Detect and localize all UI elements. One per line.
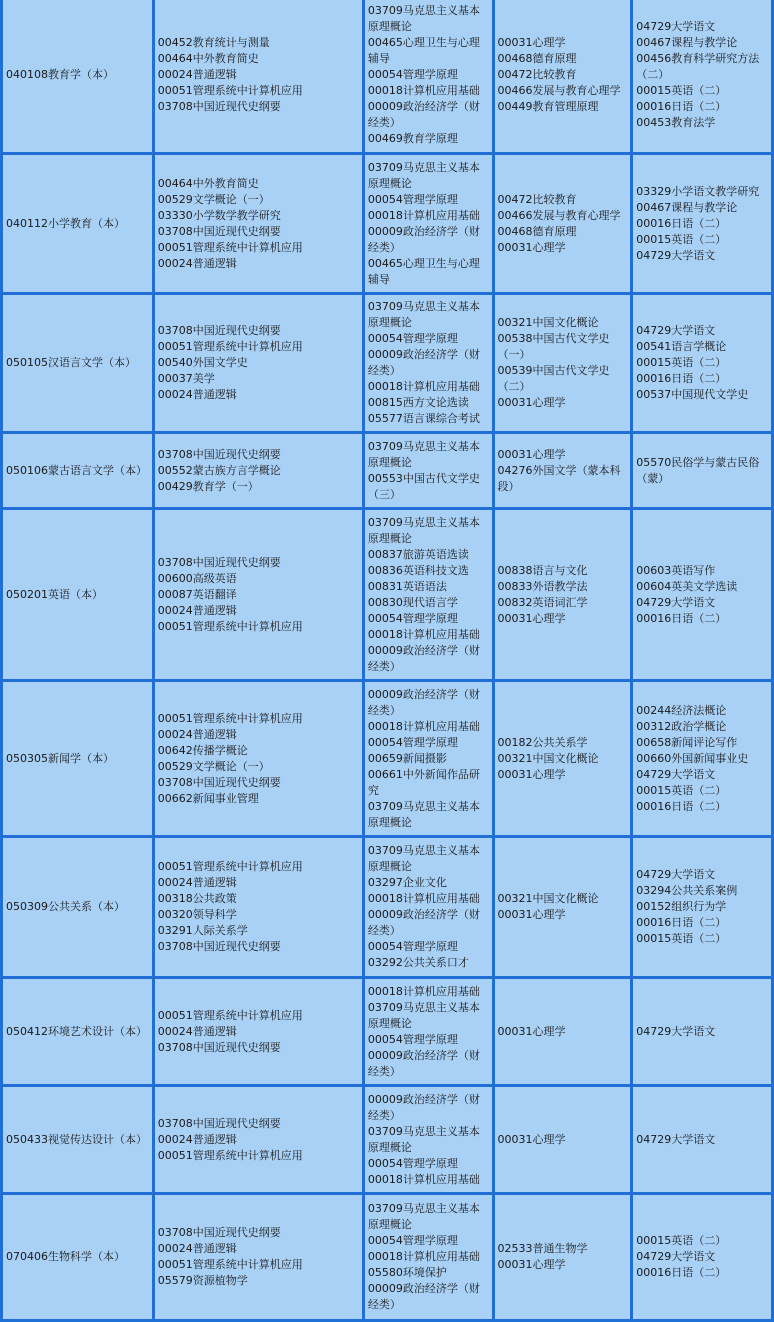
course-item: 00469教育学原理 (367, 131, 458, 145)
course-item: 03709马克思主义基本原理概论 (367, 160, 480, 190)
major-name-cell: 050412环境艺术设计（本） (3, 979, 152, 1084)
course-item: 00321中国文化概论 (497, 892, 599, 905)
course-item: 00024普通逻辑 (157, 1132, 237, 1146)
major-name-cell: 050201英语（本） (3, 510, 152, 679)
course-item: 00031心理学 (497, 1132, 566, 1146)
course-item: 00051管理系统中计算机应用 (157, 240, 303, 254)
course-list-cell (155, 510, 362, 679)
course-item: 04276外国文学（蒙本科段） (497, 463, 621, 493)
course-item: 04729大学语文 (636, 1250, 716, 1263)
course-item: 00024普通逻辑 (157, 1024, 237, 1038)
course-table-body (3, 0, 771, 1319)
table-row (3, 1195, 771, 1319)
course-item: 02533普通生物学 (497, 1242, 588, 1255)
table-row (3, 434, 771, 507)
course-list-cell (495, 1195, 631, 1319)
course-item: 00054管理学原理 (367, 332, 458, 345)
course-list-cell (633, 434, 771, 507)
course-item: 00642传播学概论 (157, 743, 248, 757)
course-item: 04729大学语文 (636, 324, 716, 337)
course-item: 00018计算机应用基础 (367, 1250, 480, 1263)
course-item: 00468德育原理 (497, 51, 577, 65)
course-list-cell (495, 1087, 631, 1192)
course-item: 03708中国近现代史纲要 (157, 940, 281, 953)
course-item: 00031心理学 (497, 35, 566, 49)
course-item: 00244经济法概论 (636, 703, 727, 717)
course-item: 00018计算机应用基础 (367, 892, 480, 905)
course-item: 00467课程与教学论 (636, 35, 738, 49)
course-item: 00015英语（二） (636, 932, 727, 945)
course-item: 03708中国近现代史纲要 (157, 447, 281, 461)
course-list-cell (495, 0, 631, 152)
course-item: 00031心理学 (497, 240, 566, 254)
course-item: 00024普通逻辑 (157, 603, 237, 617)
course-item: 00553中国古代文学史（三） (367, 471, 480, 501)
course-item: 03291人际关系学 (157, 924, 248, 937)
course-item: 00054管理学原理 (367, 735, 458, 749)
course-list-cell (365, 295, 492, 431)
course-list-cell (633, 0, 771, 152)
course-item: 03709马克思主义基本原理概论 (367, 844, 480, 873)
course-item: 00009政治经济学（财经类） (367, 687, 480, 717)
course-list-cell (365, 0, 492, 152)
course-item: 00031心理学 (497, 767, 566, 781)
course-item: 00468德育原理 (497, 224, 577, 238)
course-list-cell (155, 155, 362, 292)
table-row (3, 1087, 771, 1192)
course-item: 00018计算机应用基础 (367, 719, 480, 733)
major-name-cell: 050433视觉传达设计（本） (3, 1087, 152, 1192)
course-list-cell (155, 682, 362, 835)
table-row (3, 682, 771, 835)
table-row (3, 0, 771, 152)
course-list-cell (365, 1087, 492, 1192)
course-item: 00009政治经济学（财经类） (367, 348, 480, 377)
course-list-cell (633, 1195, 771, 1319)
major-name-cell: 050305新闻学（本） (3, 682, 152, 835)
course-item: 00054管理学原理 (367, 940, 458, 953)
course-item: 00024普通逻辑 (157, 67, 237, 81)
course-item: 00453教育法学 (636, 115, 716, 129)
course-item: 00051管理系统中计算机应用 (157, 619, 303, 633)
course-item: 00051管理系统中计算机应用 (157, 1258, 303, 1271)
course-item: 03708中国近现代史纲要 (157, 555, 281, 569)
course-item: 04729大学语文 (636, 868, 716, 881)
course-list-cell (365, 682, 492, 835)
course-list-cell (155, 434, 362, 507)
course-item: 05580环境保护 (367, 1266, 447, 1279)
course-item: 00054管理学原理 (367, 1032, 458, 1046)
major-name-cell: 050105汉语言文学（本） (3, 295, 152, 431)
course-item: 00321中国文化概论 (497, 316, 599, 329)
course-item: 00031心理学 (497, 1024, 566, 1038)
course-list-cell (365, 434, 492, 507)
course-item: 00465心理卫生与心理辅导 (367, 256, 480, 286)
course-item: 00472比较教育 (497, 67, 577, 81)
course-item: 00465心理卫生与心理辅导 (367, 35, 480, 65)
course-item: 00836英语科技文选 (367, 563, 469, 577)
course-item: 03329小学语文教学研究 (636, 184, 760, 198)
course-item: 05570民俗学与蒙古民俗（蒙） (636, 455, 760, 485)
course-item: 03708中国近现代史纲要 (157, 775, 281, 789)
course-item: 03297企业文化 (367, 876, 447, 889)
course-item: 04729大学语文 (636, 1024, 716, 1038)
course-item: 00024普通逻辑 (157, 876, 237, 889)
course-item: 04729大学语文 (636, 248, 716, 262)
course-item: 00037美学 (157, 372, 215, 385)
table-row (3, 979, 771, 1084)
course-list-cell (365, 979, 492, 1084)
course-item: 00018计算机应用基础 (367, 208, 480, 222)
table-row (3, 295, 771, 431)
course-item: 00016日语（二） (636, 916, 727, 929)
course-list-cell (155, 1087, 362, 1192)
course-item: 03330小学数学教学研究 (157, 208, 281, 222)
course-item: 00051管理系统中计算机应用 (157, 83, 303, 97)
course-list-cell (633, 1087, 771, 1192)
course-list-cell (633, 510, 771, 679)
course-item: 00054管理学原理 (367, 192, 458, 206)
course-item: 05577语言课综合考试 (367, 412, 480, 425)
course-list-cell (495, 295, 631, 431)
course-item: 00539中国古代文学史（二） (497, 364, 610, 393)
course-item: 00016日语（二） (636, 216, 727, 230)
course-item: 00833外语教学法 (497, 579, 588, 593)
course-item: 00031心理学 (497, 1258, 566, 1271)
course-item: 00467课程与教学论 (636, 200, 738, 214)
course-item: 00024普通逻辑 (157, 256, 237, 270)
course-item: 03708中国近现代史纲要 (157, 324, 281, 337)
course-item: 03709马克思主义基本原理概论 (367, 300, 480, 329)
course-item: 00054管理学原理 (367, 1156, 458, 1170)
course-item: 00832英语词汇学 (497, 595, 588, 609)
course-item: 00660外国新闻事业史 (636, 751, 749, 765)
course-item: 00051管理系统中计算机应用 (157, 1148, 303, 1162)
major-name-cell: 070406生物科学（本） (3, 1195, 152, 1319)
course-item: 00024普通逻辑 (157, 388, 237, 401)
course-item: 00024普通逻辑 (157, 1242, 237, 1255)
course-item: 00016日语（二） (636, 1266, 727, 1279)
course-item: 00024普通逻辑 (157, 727, 237, 741)
course-item: 00015英语（二） (636, 356, 727, 369)
course-list-cell (633, 295, 771, 431)
course-item: 00600高级英语 (157, 571, 237, 585)
course-item: 00312政治学概论 (636, 719, 727, 733)
course-item: 03708中国近现代史纲要 (157, 1116, 281, 1130)
course-item: 00182公共关系学 (497, 735, 588, 749)
course-item: 00009政治经济学（财经类） (367, 99, 480, 129)
course-item: 00452教育统计与测量 (157, 35, 270, 49)
course-item: 00831英语语法 (367, 579, 447, 593)
course-item: 00529文学概论（一） (157, 759, 270, 773)
course-item: 00054管理学原理 (367, 67, 458, 81)
course-item: 00318公共政策 (157, 892, 237, 905)
course-item: 00464中外教育简史 (157, 51, 259, 65)
course-item: 00009政治经济学（财经类） (367, 643, 480, 673)
course-item: 00018计算机应用基础 (367, 984, 480, 998)
major-name-cell: 040108教育学（本） (3, 0, 152, 152)
table-row (3, 510, 771, 679)
course-list-cell (495, 682, 631, 835)
course-list-cell (633, 979, 771, 1084)
course-list-cell (365, 838, 492, 976)
course-item: 03709马克思主义基本原理概论 (367, 1124, 480, 1154)
course-item: 00320领导科学 (157, 908, 237, 921)
course-list-cell (495, 155, 631, 292)
course-item: 03709马克思主义基本原理概论 (367, 1202, 480, 1231)
course-item: 00031心理学 (497, 447, 566, 461)
course-list-cell (155, 1195, 362, 1319)
course-list-cell (155, 979, 362, 1084)
course-item: 00016日语（二） (636, 799, 727, 813)
course-item: 00015英语（二） (636, 783, 727, 797)
course-item: 00830现代语言学 (367, 595, 458, 609)
course-item: 00449教育管理原理 (497, 99, 599, 113)
course-item: 00018计算机应用基础 (367, 380, 480, 393)
course-item: 00031心理学 (497, 396, 566, 409)
course-item: 03709马克思主义基本原理概论 (367, 3, 480, 33)
course-item: 00054管理学原理 (367, 1234, 458, 1247)
course-item: 04729大学语文 (636, 767, 716, 781)
course-list-cell (495, 979, 631, 1084)
course-list-cell (365, 155, 492, 292)
course-list-cell (155, 295, 362, 431)
course-item: 00837旅游英语选读 (367, 547, 469, 561)
course-item: 03709马克思主义基本原理概论 (367, 799, 480, 829)
course-item: 00321中国文化概论 (497, 751, 599, 765)
course-item: 00152组织行为学 (636, 900, 727, 913)
course-item: 00031心理学 (497, 908, 566, 921)
course-item: 00662新闻事业管理 (157, 791, 259, 805)
course-item: 03709马克思主义基本原理概论 (367, 515, 480, 545)
course-item: 03294公共关系案例 (636, 884, 738, 897)
course-item: 04729大学语文 (636, 1132, 716, 1146)
course-item: 00009政治经济学（财经类） (367, 908, 480, 937)
course-item: 03708中国近现代史纲要 (157, 224, 281, 238)
course-item: 03709马克思主义基本原理概论 (367, 1000, 480, 1030)
major-name-cell: 050309公共关系（本） (3, 838, 152, 976)
course-item: 00016日语（二） (636, 372, 727, 385)
course-list-cell (633, 155, 771, 292)
course-item: 03708中国近现代史纲要 (157, 1040, 281, 1054)
course-item: 00051管理系统中计算机应用 (157, 711, 303, 725)
course-item: 00466发展与教育心理学 (497, 208, 621, 222)
course-item: 00051管理系统中计算机应用 (157, 340, 303, 353)
course-item: 03708中国近现代史纲要 (157, 99, 281, 113)
course-item: 00009政治经济学（财经类） (367, 1282, 480, 1311)
major-name-cell: 050106蒙古语言文学（本） (3, 434, 152, 507)
course-list-cell (633, 838, 771, 976)
course-item: 00815西方文论选读 (367, 396, 469, 409)
course-item: 04729大学语文 (636, 595, 716, 609)
course-item: 00018计算机应用基础 (367, 83, 480, 97)
course-item: 00472比较教育 (497, 192, 577, 206)
table-row (3, 838, 771, 976)
course-item: 00051管理系统中计算机应用 (157, 860, 303, 873)
course-list-cell (155, 0, 362, 152)
course-item: 00009政治经济学（财经类） (367, 1048, 480, 1078)
course-item: 00603英语写作 (636, 563, 716, 577)
course-list-cell (365, 510, 492, 679)
course-item: 00051管理系统中计算机应用 (157, 1008, 303, 1022)
course-item: 00031心理学 (497, 611, 566, 625)
course-item: 03709马克思主义基本原理概论 (367, 439, 480, 469)
course-item: 00018计算机应用基础 (367, 1172, 480, 1186)
major-name-cell: 040112小学教育（本） (3, 155, 152, 292)
course-item: 00015英语（二） (636, 1234, 727, 1247)
course-item: 00054管理学原理 (367, 611, 458, 625)
course-item: 00529文学概论（一） (157, 192, 270, 206)
course-item: 00658新闻评论写作 (636, 735, 738, 749)
course-item: 00087英语翻译 (157, 587, 237, 601)
course-item: 00659新闻摄影 (367, 751, 447, 765)
course-item: 00466发展与教育心理学 (497, 83, 621, 97)
course-item: 00661中外新闻作品研究 (367, 767, 480, 797)
course-item: 03708中国近现代史纲要 (157, 1226, 281, 1239)
course-list-cell (633, 682, 771, 835)
course-list-cell (495, 434, 631, 507)
course-item: 00604英美文学选读 (636, 579, 738, 593)
course-item: 00456教育科学研究方法（二） (636, 51, 760, 81)
table-row (3, 155, 771, 292)
course-item: 00015英语（二） (636, 83, 727, 97)
course-list-cell (495, 510, 631, 679)
course-item: 00838语言与文化 (497, 563, 588, 577)
course-item: 00018计算机应用基础 (367, 627, 480, 641)
course-item: 00541语言学概论 (636, 340, 727, 353)
course-item: 00538中国古代文学史（一） (497, 332, 610, 361)
course-item: 05579资源植物学 (157, 1274, 248, 1287)
course-item: 00009政治经济学（财经类） (367, 1092, 480, 1122)
course-list-cell (495, 838, 631, 976)
course-item: 00016日语（二） (636, 99, 727, 113)
course-list-cell (155, 838, 362, 976)
course-item: 00016日语（二） (636, 611, 727, 625)
course-list-cell (365, 1195, 492, 1319)
course-item: 00537中国现代文学史 (636, 388, 749, 401)
course-item: 00015英语（二） (636, 232, 727, 246)
course-item: 03292公共关系口才 (367, 956, 469, 969)
course-item: 04729大学语文 (636, 19, 716, 33)
course-item: 00540外国文学史 (157, 356, 248, 369)
course-item: 00429教育学（一） (157, 479, 259, 493)
course-item: 00009政治经济学（财经类） (367, 224, 480, 254)
course-item: 00464中外教育简史 (157, 176, 259, 190)
course-item: 00552蒙古族方言学概论 (157, 463, 281, 477)
